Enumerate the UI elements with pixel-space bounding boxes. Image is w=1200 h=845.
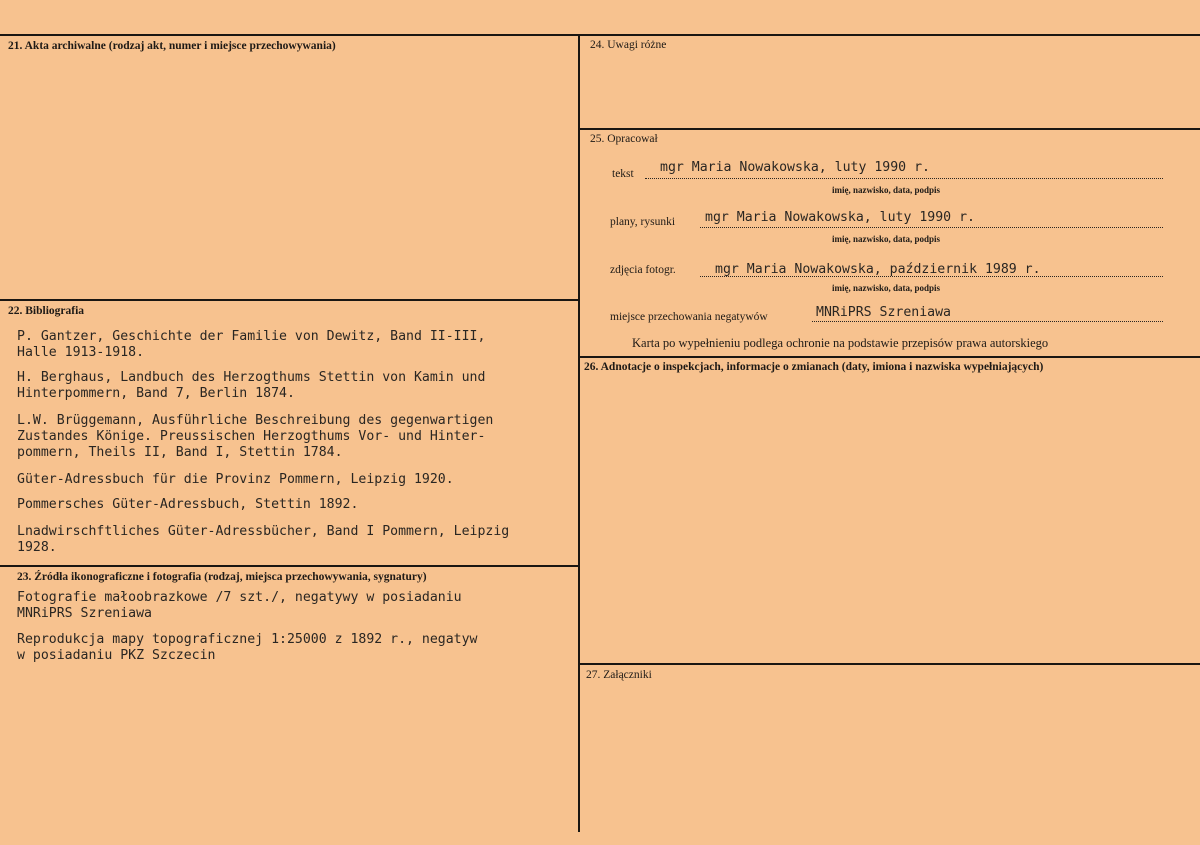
zdjecia-value: mgr Maria Nowakowska, październik 1989 r. [715,262,1041,277]
bibliography-entry: P. Gantzer, Geschichte der Familie von Dewitz, Band II-III, Halle 1913-1918. [17,329,486,360]
copyright-note: Karta po wypełnieniu podlega ochronie na podstawie przepisów prawa autorskiego [632,336,1049,350]
right-divider-24-25 [579,128,1200,130]
right-divider-25-26 [579,356,1200,358]
left-divider-22-23 [0,565,579,567]
section-26-heading: 26. Adnotacje o inspekcjach, informacje o zmianach (daty, imiona i nazwiska wypełniających) [584,361,1044,373]
section-27-heading: 27. Załączniki [586,669,652,681]
plany-signature-line [700,227,1163,228]
tekst-caption: imię, nazwisko, data, podpis [832,185,941,195]
section-23-heading: 23. Źródła ikonograficzne i fotografia (rodzaj, miejsca przechowywania, sygnatury) [17,571,427,583]
section-22-heading: 22. Bibliografia [8,305,85,317]
iconography-entry: Fotografie małoobrazkowe /7 szt./, negatywy w posiadaniu MNRiPRS Szreniawa [17,590,462,621]
zdjecia-label: zdjęcia fotogr. [610,264,676,276]
bibliography-entry: Pommersches Güter-Adressbuch, Stettin 1892. [17,497,359,512]
section-25-heading: 25. Opracował [590,133,658,145]
tekst-value: mgr Maria Nowakowska, luty 1990 r. [660,160,930,175]
right-divider-26-27 [579,663,1200,665]
bibliography-entry: H. Berghaus, Landbuch des Herzogthums Stettin von Kamin und Hinterpommern, Band 7, Berlin 1874. [17,370,486,401]
miejsce-value: MNRiPRS Szreniawa [816,305,951,320]
section-21-heading: 21. Akta archiwalne (rodzaj akt, numer i miejsce przechowywania) [8,40,336,52]
bibliography-entry: Lnadwirschftliches Güter-Adressbücher, Band I Pommern, Leipzig 1928. [17,524,510,555]
plany-label: plany, rysunki [610,216,676,228]
zdjecia-signature-line [700,276,1163,277]
center-divider [578,34,580,832]
iconography-entry: Reprodukcja mapy topograficznej 1:25000 z 1892 r., negatyw w posiadaniu PKZ Szczecin [17,632,478,663]
bibliography-entry: Güter-Adressbuch für die Provinz Pommern, Leipzig 1920. [17,472,454,487]
plany-caption: imię, nazwisko, data, podpis [832,234,941,244]
tekst-label: tekst [612,168,634,180]
miejsce-label: miejsce przechowania negatywów [610,311,768,323]
top-border [0,34,1200,36]
section-24-heading: 24. Uwagi różne [590,39,667,51]
tekst-signature-line [645,178,1163,179]
miejsce-line [812,321,1163,322]
plany-value: mgr Maria Nowakowska, luty 1990 r. [705,210,975,225]
zdjecia-caption: imię, nazwisko, data, podpis [832,283,941,293]
left-divider-21-22 [0,299,579,301]
bibliography-entry: L.W. Brüggemann, Ausführliche Beschreibung des gegenwartigen Zustandes Könige. Preussischen Herzogthums Vor- und Hinter- pommern, Theils II, Band I, Stettin 1784. [17,413,494,460]
